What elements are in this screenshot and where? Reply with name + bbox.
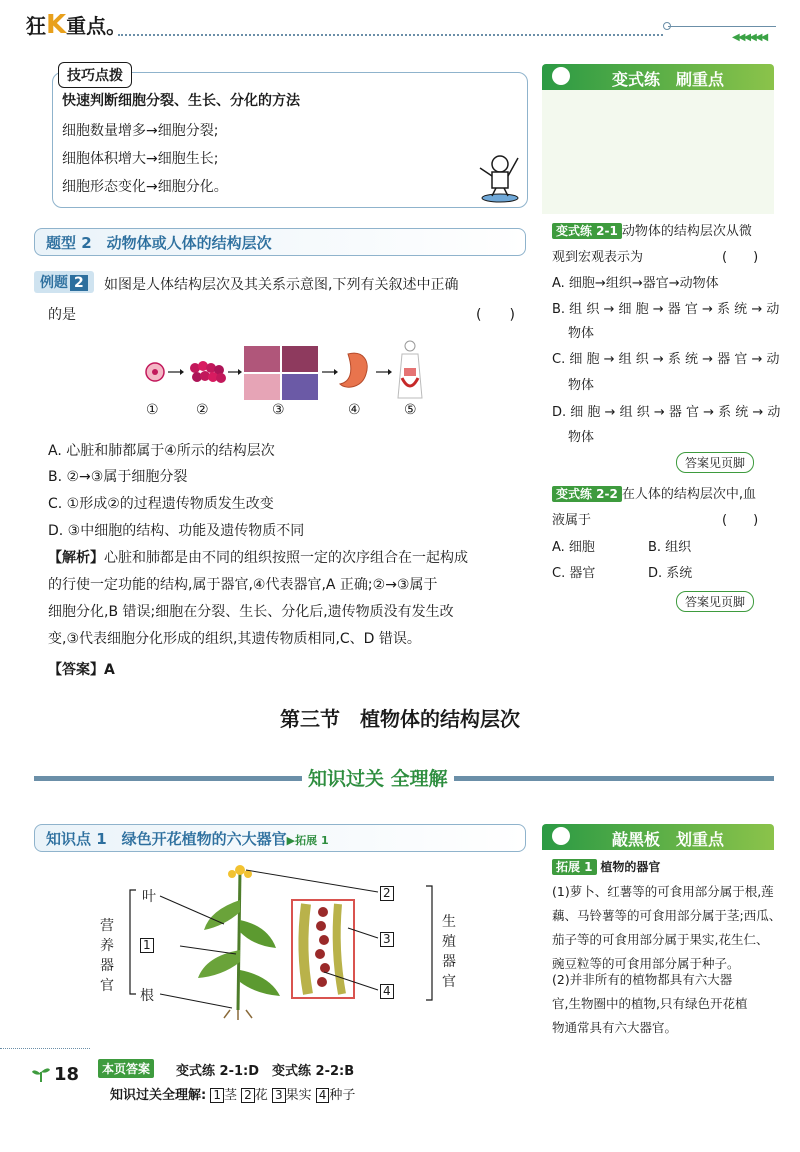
analysis-line-4: 变,③代表细胞分化形成的组织,其遗传物质相同,C、D 错误。 bbox=[48, 631, 421, 647]
page-answers-line-2 bbox=[110, 1084, 355, 1103]
analysis-line-2: 的行使一定功能的结构,属于器官,④代表器官,A 正确;②→③属于 bbox=[48, 577, 438, 593]
answer-pill-1: 答案见页脚 bbox=[676, 452, 754, 473]
page-answers-label: 知识过关全理解: bbox=[110, 1088, 207, 1103]
extension-line-2: 藕、马铃薯等的可食用部分属于茎;西瓜、 bbox=[552, 908, 782, 923]
leaf-label: 叶 bbox=[142, 889, 156, 905]
student-icon bbox=[552, 67, 570, 85]
answer-box-4: 4 bbox=[316, 1088, 330, 1103]
page-number: 18 bbox=[54, 1064, 80, 1085]
reproductive-organs-label: 生殖器官 bbox=[442, 914, 456, 990]
variant-2-1-opt-d: D. 细 胞 → 组 织 → 器 官 → 系 统 → 动 bbox=[552, 405, 781, 420]
analysis-label: 【解析】 bbox=[48, 550, 104, 566]
option-b: B. ②→③属于细胞分裂 bbox=[48, 469, 188, 485]
option-d: D. ③中细胞的结构、功能及遗传物质不同 bbox=[48, 523, 305, 539]
analysis-line-3: 细胞分化,B 错误;细胞在分裂、生长、分化后,遗传物质没有发生改 bbox=[48, 604, 454, 620]
human-structure-diagram bbox=[140, 338, 440, 424]
variant-2-1-paren: ( ) bbox=[722, 250, 759, 265]
knowledge-point-title: 知识点 1 绿色开花植物的六大器官▶拓展 1 bbox=[46, 830, 329, 848]
variant-2-1-opt-c-cont: 物体 bbox=[568, 378, 595, 393]
variant-2-1-stem bbox=[552, 220, 752, 239]
diagram-label-4: ④ bbox=[348, 402, 361, 418]
variant-2-1-opt-a: A. 细胞→组织→器官→动物体 bbox=[552, 276, 719, 291]
option-c: C. ①形成②的过程遗传物质发生改变 bbox=[48, 496, 274, 512]
answer-text-3: 果实 bbox=[285, 1088, 312, 1103]
option-a: A. 心脏和肺都属于④所示的结构层次 bbox=[48, 443, 275, 459]
variant-2-1-opt-b-cont: 物体 bbox=[568, 326, 595, 341]
knowledge-bar-label: 知识过关 全理解 bbox=[302, 764, 454, 791]
root-label: 根 bbox=[140, 988, 154, 1004]
variant-2-2-paren: ( ) bbox=[722, 513, 759, 528]
answer-pill-2: 答案见页脚 bbox=[676, 591, 754, 612]
page-answers-tag: 本页答案 bbox=[98, 1059, 154, 1078]
stomach-image bbox=[340, 353, 367, 387]
diagram-label-2: ② bbox=[196, 402, 209, 418]
blank-box-2: 2 bbox=[380, 886, 394, 901]
blank-box-4: 4 bbox=[380, 984, 394, 999]
sprout-icon bbox=[30, 1064, 52, 1084]
tissue-images bbox=[244, 346, 318, 400]
example-stem-1: 如图是人体结构层次及其关系示意图,下列有关叙述中正确 bbox=[104, 277, 459, 293]
answer-text-1: 茎 bbox=[223, 1088, 237, 1103]
extension-line-5: (2)并非所有的植物都具有六大器 bbox=[552, 972, 733, 987]
section-title-2: 题型 2 动物体或人体的结构层次 bbox=[46, 234, 272, 252]
variant-2-2-stem bbox=[552, 483, 756, 502]
variant-2-1-opt-c: C. 细 胞 → 组 织 → 系 统 → 器 官 → 动 bbox=[552, 352, 780, 367]
plant-image bbox=[198, 865, 280, 1020]
brand-logo: 狂K重点。 bbox=[26, 10, 127, 40]
extension-line-1: (1)萝卜、红薯等的可食用部分属于根,莲 bbox=[552, 884, 774, 899]
header-arrows-icon: ◀◀◀◀◀◀ bbox=[732, 32, 767, 43]
page-answers-line-1: 变式练 2-1:D 变式练 2-2:B bbox=[176, 1064, 355, 1079]
variant-2-2-opt-d: D. 系统 bbox=[648, 566, 693, 581]
blank-box-1: 1 bbox=[140, 938, 154, 953]
variant-2-2-opt-c: C. 器官 bbox=[552, 566, 596, 581]
variant-2-2-opt-a: A. 细胞 bbox=[552, 540, 595, 555]
extension-line-3: 茄子等的可食用部分属于果实,花生仁、 bbox=[552, 932, 769, 947]
answer-text-4: 种子 bbox=[329, 1088, 356, 1103]
extension-line-4: 豌豆粒等的可食用部分属于种子。 bbox=[552, 956, 740, 971]
example-paren: ( ) bbox=[476, 307, 515, 323]
header-divider-right bbox=[668, 26, 776, 27]
extension-title: 植物的器官 bbox=[600, 860, 661, 874]
example-stem-2: 的是 bbox=[48, 307, 76, 323]
practice-banner: 变式练 刷重点 bbox=[542, 64, 774, 90]
header-divider bbox=[118, 34, 663, 36]
variant-2-1-opt-d-cont: 物体 bbox=[568, 430, 595, 445]
tips-line-1: 细胞数量增多→细胞分裂; bbox=[62, 123, 219, 139]
variant-2-2-stem-2: 液属于 bbox=[552, 513, 592, 528]
analysis-line-1 bbox=[48, 547, 468, 567]
extension-tag: 拓展 1 bbox=[552, 859, 597, 875]
variant-2-1-opt-b: B. 组 织 → 细 胞 → 器 官 → 系 统 → 动 bbox=[552, 302, 780, 317]
tips-line-3: 细胞形态变化→细胞分化。 bbox=[62, 179, 228, 195]
answer-box-3: 3 bbox=[272, 1088, 286, 1103]
key-points-banner: 敲黑板 划重点 bbox=[542, 824, 774, 850]
variant-2-2-tag: 变式练 2-2 bbox=[552, 486, 622, 502]
variant-2-1-stem-2: 观到宏观表示为 bbox=[552, 250, 644, 265]
diagram-label-1: ① bbox=[146, 402, 159, 418]
variant-2-1-stem-1: 动物体的结构层次从微 bbox=[621, 224, 752, 239]
cell-cluster-image bbox=[190, 361, 226, 383]
answer-text-2: 花 bbox=[254, 1088, 268, 1103]
variant-2-2-stem-1: 在人体的结构层次中,血 bbox=[621, 487, 756, 502]
diagram-label-5: ⑤ bbox=[404, 402, 417, 418]
teacher-icon bbox=[552, 827, 570, 845]
extension-line-6: 官,生物圈中的植物,只有绿色开花植 bbox=[552, 996, 748, 1011]
practice-banner-box bbox=[542, 90, 774, 214]
chapter-title: 第三节 植物体的结构层次 bbox=[280, 707, 520, 731]
answer: 【答案】A bbox=[48, 662, 115, 678]
tips-tag: 技巧点拨 bbox=[58, 62, 132, 88]
tips-line-2: 细胞体积增大→细胞生长; bbox=[62, 151, 219, 167]
analysis-text-1: 心脏和肺都是由不同的组织按照一定的次序组合在一起构成 bbox=[104, 550, 468, 566]
extension-link: ▶拓展 1 bbox=[286, 834, 329, 847]
tips-title: 快速判断细胞分裂、生长、分化的方法 bbox=[62, 93, 300, 109]
footer-divider bbox=[0, 1048, 90, 1049]
extension-header bbox=[552, 858, 660, 875]
variant-2-1-tag: 变式练 2-1 bbox=[552, 223, 622, 239]
digestive-system-image bbox=[398, 341, 422, 398]
plant-organs-diagram bbox=[120, 860, 450, 1020]
blank-box-3: 3 bbox=[380, 932, 394, 947]
vegetative-organs-label: 营养器官 bbox=[100, 918, 114, 994]
diagram-label-3: ③ bbox=[272, 402, 285, 418]
answer-box-2: 2 bbox=[241, 1088, 255, 1103]
answer-box-1: 1 bbox=[210, 1088, 224, 1103]
example-tag: 例题 2 bbox=[34, 271, 94, 293]
variant-2-2-opt-b: B. 组织 bbox=[648, 540, 692, 555]
extension-line-7: 物通常具有六大器官。 bbox=[552, 1020, 678, 1035]
cartoon-figure-icon bbox=[470, 150, 526, 206]
